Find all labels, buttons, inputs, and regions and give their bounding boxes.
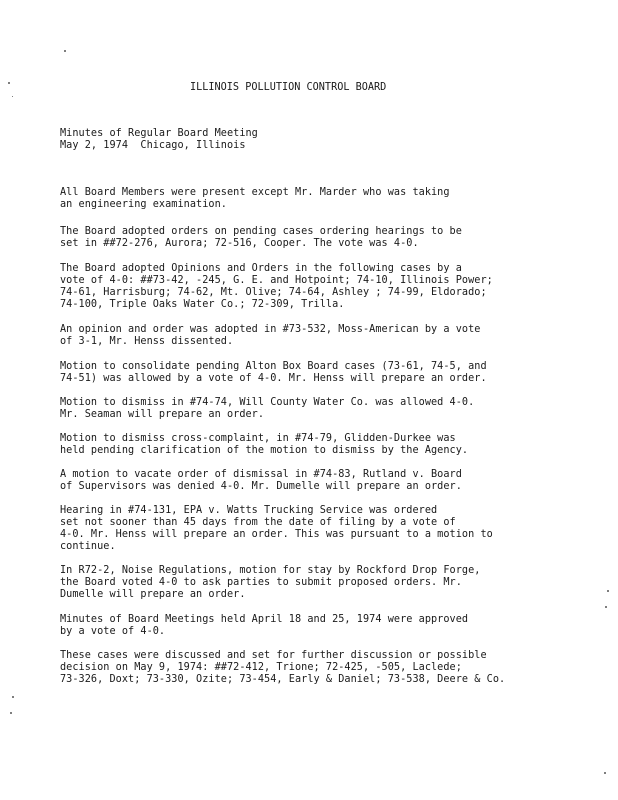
paragraph-line: vote of 4-0: ##73-42, -245, G. E. and Hotpoint; 74-10, Illinois Power; (60, 275, 493, 286)
paragraph-line: the Board voted 4-0 to ask parties to submit proposed orders. Mr. (60, 577, 462, 588)
meeting-date-location: May 2, 1974 Chicago, Illinois (60, 140, 246, 151)
paragraph-line: Minutes of Board Meetings held April 18 and 25, 1974 were approved (60, 614, 469, 625)
paragraph-line: These cases were discussed and set for further discussion or possible (60, 650, 487, 661)
scan-speck (605, 606, 607, 608)
paragraph-line: Hearing in #74-131, EPA v. Watts Trucking Service was ordered (60, 505, 438, 516)
scan-speck (12, 696, 14, 698)
scan-speck (64, 50, 66, 52)
paragraph-line: The Board adopted orders on pending cases ordering hearings to be (60, 226, 462, 237)
scan-speck (604, 772, 606, 774)
paragraph-line: set not sooner than 45 days from the date of filing by a vote of (60, 517, 456, 528)
paragraph-line: set in ##72-276, Aurora; 72-516, Cooper. The vote was 4-0. (60, 238, 419, 249)
scan-speck (607, 590, 609, 592)
paragraph-line: All Board Members were present except Mr. Marder who was taking (60, 187, 450, 198)
paragraph-line: held pending clarification of the motion to dismiss by the Agency. (60, 445, 469, 456)
paragraph-line: An opinion and order was adopted in #73-532, Moss-American by a vote (60, 324, 481, 335)
paragraph-line: of Supervisors was denied 4-0. Mr. Dumelle will prepare an order. (60, 481, 462, 492)
document-title: ILLINOIS POLLUTION CONTROL BOARD (190, 82, 387, 93)
paragraph-line: 73-326, Doxt; 73-330, Ozite; 73-454, Early & Daniel; 73-538, Deere & Co. (60, 674, 506, 685)
paragraph-line: Dumelle will prepare an order. (60, 589, 246, 600)
paragraph-line: 74-100, Triple Oaks Water Co.; 72-309, Trilla. (60, 299, 345, 310)
scan-speck (10, 712, 12, 714)
paragraph-line: Motion to dismiss cross-complaint, in #74-79, Glidden-Durkee was (60, 433, 456, 444)
paragraph-line: Motion to dismiss in #74-74, Will County Water Co. was allowed 4-0. (60, 397, 475, 408)
paragraph-line: by a vote of 4-0. (60, 626, 166, 637)
paragraph-line: 74-51) was allowed by a vote of 4-0. Mr. Henss will prepare an order. (60, 373, 487, 384)
paragraph-line: of 3-1, Mr. Henss dissented. (60, 336, 234, 347)
paragraph-line: an engineering examination. (60, 199, 227, 210)
paragraph-line: The Board adopted Opinions and Orders in the following cases by a (60, 263, 462, 274)
paragraph-line: decision on May 9, 1974: ##72-412, Trione; 72-425, -505, Laclede; (60, 662, 462, 673)
meeting-heading: Minutes of Regular Board Meeting (60, 128, 258, 139)
paragraph-line: 4-0. Mr. Henss will prepare an order. This was pursuant to a motion to (60, 529, 493, 540)
paragraph-line: A motion to vacate order of dismissal in #74-83, Rutland v. Board (60, 469, 462, 480)
scan-speck (8, 82, 10, 84)
paragraph-line: 74-61, Harrisburg; 74-62, Mt. Olive; 74-64, Ashley ; 74-99, Eldorado; (60, 287, 487, 298)
paragraph-line: Motion to consolidate pending Alton Box Board cases (73-61, 74-5, and (60, 361, 487, 372)
paragraph-line: Mr. Seaman will prepare an order. (60, 409, 265, 420)
paragraph-line: continue. (60, 541, 116, 552)
scan-speck (12, 96, 13, 97)
paragraph-line: In R72-2, Noise Regulations, motion for stay by Rockford Drop Forge, (60, 565, 481, 576)
